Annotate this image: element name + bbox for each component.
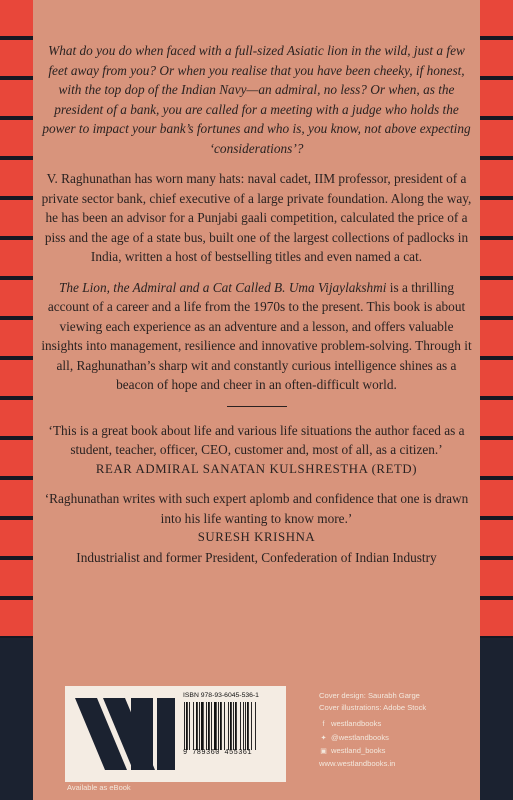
facebook-icon: f [322, 721, 325, 729]
instagram-icon: ▣ [320, 747, 327, 755]
book-paragraph [41, 278, 472, 395]
facebook-link[interactable] [319, 718, 479, 731]
blurb-section [41, 41, 472, 567]
cover-design-credit: Cover design: Saurabh Garge [319, 691, 420, 700]
barcode [183, 702, 280, 750]
isbn-label: ISBN 978-93-6045-536-1 [183, 692, 259, 699]
westland-logo [73, 692, 177, 776]
endorsement-name: REAR ADMIRAL SANATAN KULSHRESTHA (RETD) [95, 461, 418, 476]
instagram-handle: westland_books [331, 745, 386, 755]
endorsement-quote: ‘This is a great book about life and various life situations the author faced as a student, teacher, officer, CEO, customer and, most of all, as a citizen.’ [48, 422, 465, 457]
credits-block [319, 690, 479, 770]
endorsement-title: Industrialist and former President, Confederation of Indian Industry [76, 549, 437, 565]
endorsement-name: SURESH KRISHNA [197, 530, 316, 544]
instagram-link[interactable] [319, 745, 479, 758]
twitter-link[interactable] [319, 732, 479, 745]
barcode-digits: 9 789360 455361 [183, 749, 253, 757]
facebook-handle: westlandbooks [331, 719, 382, 729]
author-paragraph: V. Raghunathan has worn many hats: naval cadet, IIM professor, president of a private sector bank, chief executive of a large private foundation. Along the way, he has been an advisor for a Punjabi gaali competition, calculated the price of a piss and the age of a state bus, built one of the largest collections of padlocks in India, written a host of bestselling titles and even named a cat. [41, 171, 472, 264]
book-description: is a thrilling account of a career and a life from the 1970s to the present. This book is about viewing each experience as an adventure and a lesson, and offers valuable insights into management, resilience and innovative problem-solving. Through it all, Raghunathan’s sharp wit and constantly curious intelligence shines as a beacon of hope and cheer in an often-difficult world. [41, 279, 472, 392]
intro-paragraph: What do you do when faced with a full-sized Asiatic lion in the wild, just a few feet away from you? Or when you realise that you have been cheeky, if honest, with the top dop of the Indian Navy—an admiral, no less? Or when, as the president of a bank, you are called for a meeting with a judge who holds the power to impact your bank’s fortunes and who is, you know, not above expecting ‘considerations’? [42, 43, 471, 156]
website-link[interactable]: www.westlandbooks.in [319, 759, 396, 769]
illustration-credit: Cover illustrations: Adobe Stock [319, 703, 427, 713]
twitter-handle: @westlandbooks [331, 732, 389, 742]
section-divider [227, 406, 287, 407]
ebook-label: Available as eBook [67, 783, 131, 792]
endorsement-quote: ‘Raghunathan writes with such expert aplomb and confidence that one is drawn into his life wanting to know more.’ [44, 491, 469, 526]
isbn-box [65, 686, 286, 782]
book-title: The Lion, the Admiral and a Cat Called B. Uma Vijaylakshmi [58, 279, 387, 295]
twitter-icon: ✦ [320, 734, 327, 742]
